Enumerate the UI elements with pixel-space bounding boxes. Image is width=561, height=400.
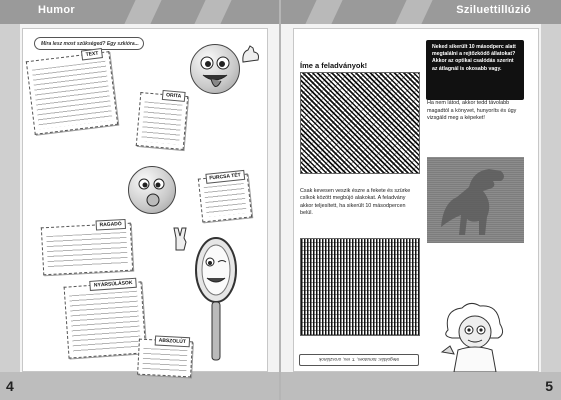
glove-hand-icon bbox=[240, 44, 262, 66]
task-description: Csak kevesen veszik észre a fekete és szürke csíkok között megbújó alakokat. A feladvány akkor teljesített, ha sikerült 10 másodpercen belül. bbox=[300, 188, 411, 217]
task-title: Íme a feladványok! bbox=[300, 61, 368, 70]
striped-illusion-image bbox=[300, 238, 420, 336]
left-side-tab bbox=[0, 24, 20, 372]
joke-note-tag: FURCSA TÉT bbox=[205, 170, 245, 184]
left-header-band bbox=[0, 0, 280, 24]
right-footer-band bbox=[281, 372, 561, 400]
joke-note-tag: NYÁRSÚLÁSOK bbox=[90, 278, 137, 291]
joke-note-tag: ABSZOLÚT bbox=[154, 335, 190, 347]
joke-note-5 bbox=[64, 281, 147, 358]
dinosaur-illusion-image bbox=[427, 157, 524, 243]
tongue-out-emoji-icon bbox=[190, 44, 240, 94]
intro-callout-box: Neked sikerült 10 másodperc alatt megtalálni a rejtőzködő állatokat? Akkor az optikai csalódás szerint az átlagnál is okosabb vagy. bbox=[426, 40, 524, 100]
left-footer-band bbox=[0, 372, 280, 400]
zigzag-illusion-image bbox=[300, 72, 420, 174]
section-title-humor: Humor bbox=[38, 4, 75, 16]
mirror-character-icon bbox=[192, 234, 238, 312]
joke-note-6 bbox=[137, 339, 193, 378]
hint-text: Ha nem látod, akkor tedd távolabb magadtól a könyvet, hunyoríts és úgy vizsgáld meg a képeket! bbox=[427, 100, 517, 121]
joke-note-tag: ORITA bbox=[162, 90, 186, 102]
page-number-left: 4 bbox=[6, 378, 14, 394]
joke-note-4 bbox=[41, 223, 133, 276]
left-page bbox=[0, 0, 280, 400]
joke-note-tag: TEXT bbox=[81, 48, 103, 60]
answer-strip: Megoldás: tomatoes, T. rex, oroszlánok bbox=[299, 354, 419, 366]
joke-note-2 bbox=[136, 92, 189, 150]
bubblegum-emoji-icon bbox=[128, 166, 176, 214]
scientist-mascot-icon bbox=[440, 300, 510, 372]
trex-silhouette-icon bbox=[427, 157, 524, 243]
peace-hand-icon bbox=[172, 226, 192, 252]
section-title-silhouette: Sziluettillúzió bbox=[456, 4, 531, 16]
right-header-band bbox=[281, 0, 561, 24]
joke-note-3 bbox=[198, 174, 252, 223]
joke-note-1 bbox=[26, 51, 118, 135]
right-side-tab bbox=[541, 24, 561, 372]
joke-note-tag: RAGADÓ bbox=[95, 219, 126, 231]
page-number-right: 5 bbox=[545, 378, 553, 394]
speech-bubble: Mira lesz most szükséged? Egy szkióra... bbox=[34, 37, 144, 50]
